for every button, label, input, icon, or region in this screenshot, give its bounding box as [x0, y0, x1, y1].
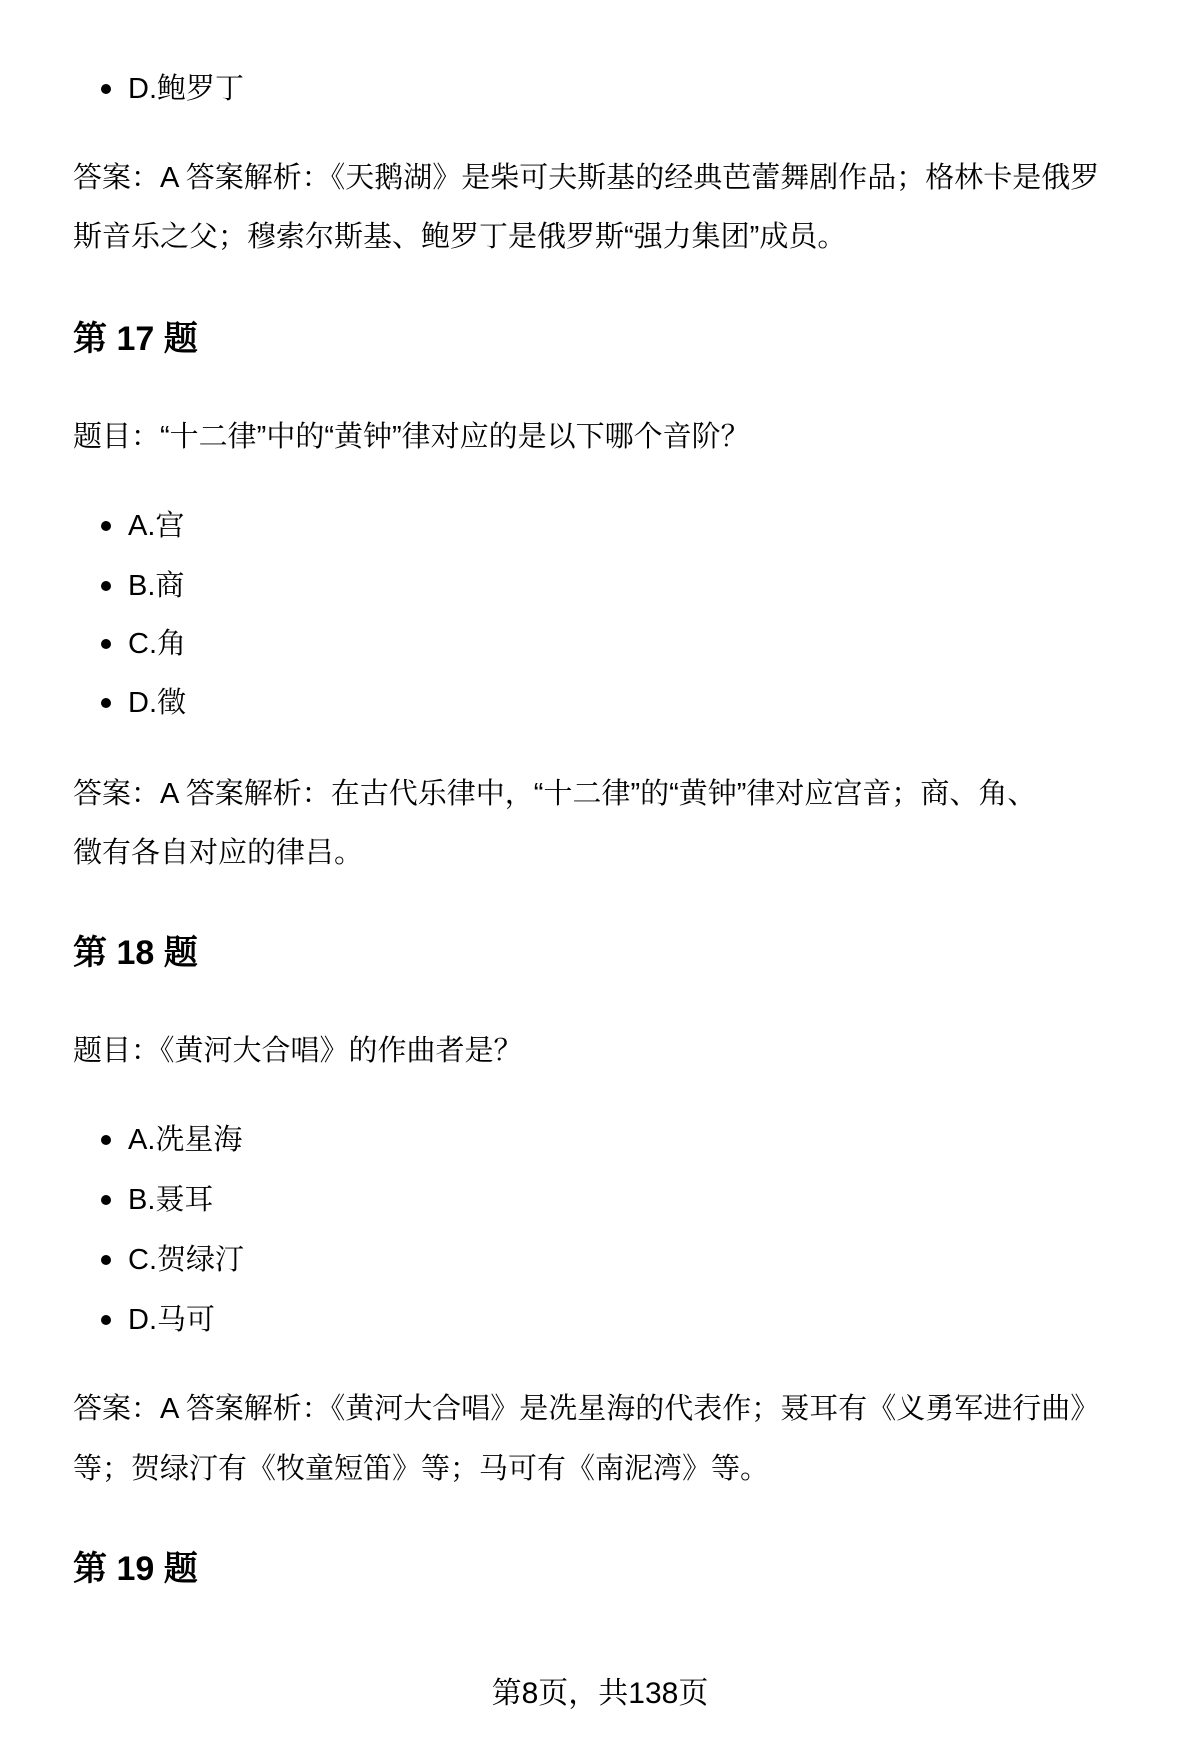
option-item	[0, 624, 1200, 664]
option-item	[0, 683, 1200, 723]
answer-line: 答案：A 答案解析：《黄河大合唱》是冼星海的代表作；聂耳有《义勇军进行曲》	[73, 1393, 1100, 1425]
page-footer: 第8页，共138页	[491, 1677, 709, 1710]
option-item	[0, 1300, 1200, 1340]
question-prompt: 题目：《黄河大合唱》的作曲者是？	[73, 1035, 523, 1067]
option-label: A.冼星海	[128, 1124, 243, 1156]
answer-line: 斯音乐之父；穆索尔斯基、鲍罗丁是俄罗斯“强力集团”成员。	[73, 221, 847, 253]
bullet-dot	[101, 1315, 111, 1325]
bullet-dot	[101, 521, 111, 531]
option-label: D.鲍罗丁	[128, 73, 245, 105]
bullet-dot	[101, 581, 111, 591]
option-label: D.徵	[128, 687, 187, 719]
bullet-dot	[101, 1135, 111, 1145]
answer-line: 等；贺绿汀有《牧童短笛》等；马可有《南泥湾》等。	[73, 1453, 770, 1485]
answer-line: 答案：A 答案解析：在古代乐律中，“十二律”的“黄钟”律对应宫音；商、角、	[73, 778, 1037, 810]
option-item	[0, 506, 1200, 546]
option-label: D.马可	[128, 1304, 216, 1336]
option-label: C.角	[128, 628, 187, 660]
question-heading: 第 18 题	[73, 934, 198, 972]
option-label: A.宫	[128, 510, 185, 542]
bullet-dot	[101, 1195, 111, 1205]
bullet-dot	[101, 1255, 111, 1265]
option-item	[0, 1240, 1200, 1280]
option-item	[0, 1180, 1200, 1220]
answer-line: 答案：A 答案解析：《天鹅湖》是柴可夫斯基的经典芭蕾舞剧作品；格林卡是俄罗	[73, 162, 1100, 194]
option-label: B.聂耳	[128, 1184, 214, 1216]
bullet-dot	[101, 639, 111, 649]
question-prompt: 题目：“十二律”中的“黄钟”律对应的是以下哪个音阶？	[73, 421, 750, 453]
question-heading: 第 19 题	[73, 1550, 198, 1588]
bullet-dot	[101, 698, 111, 708]
answer-line: 徵有各自对应的律吕。	[73, 837, 364, 869]
question-heading: 第 17 题	[73, 320, 198, 358]
bullet-dot	[101, 84, 111, 94]
option-label: B.商	[128, 570, 185, 602]
option-item	[0, 566, 1200, 606]
option-item	[0, 1120, 1200, 1160]
option-label: C.贺绿汀	[128, 1244, 245, 1276]
option-item	[0, 69, 1200, 109]
